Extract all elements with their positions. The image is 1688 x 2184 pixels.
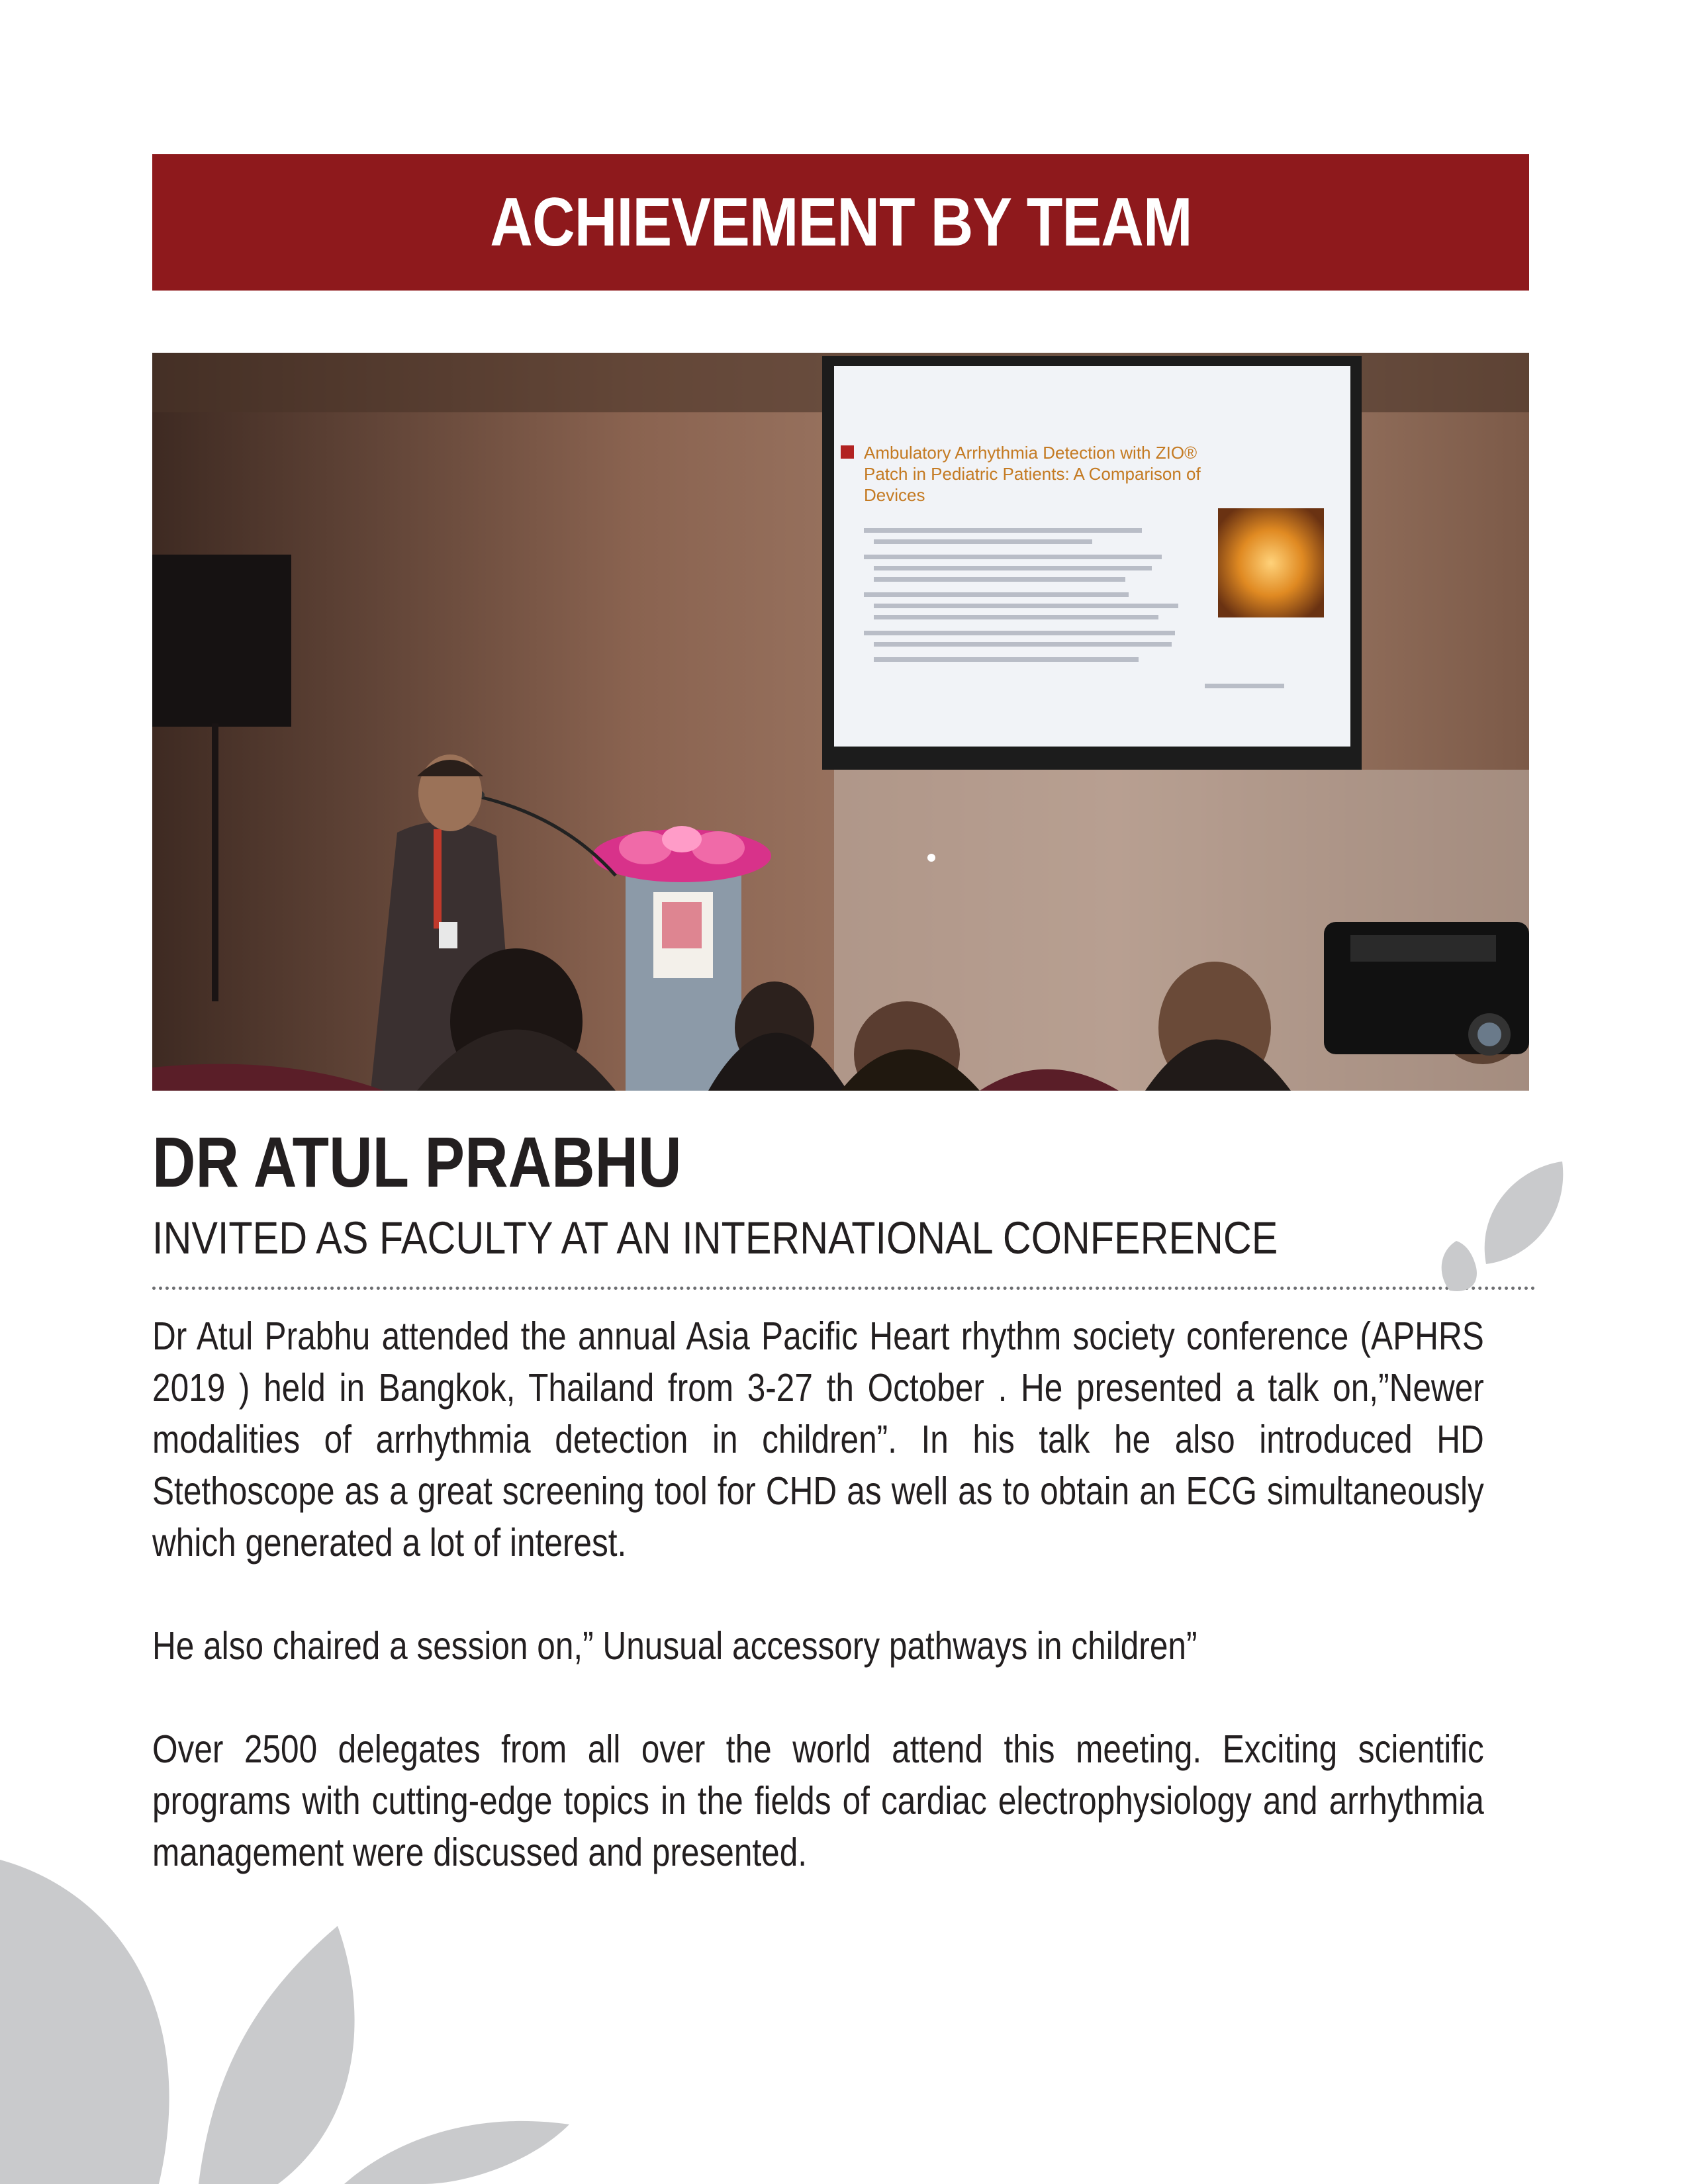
dotted-divider bbox=[152, 1287, 1536, 1290]
slide-title-line3: Devices bbox=[864, 485, 925, 505]
leaf-decoration-top-right-icon bbox=[1436, 1158, 1575, 1304]
article-subtitle: INVITED AS FACULTY AT AN INTERNATIONAL CONFERENCE bbox=[152, 1212, 1278, 1263]
section-title: ACHIEVEMENT BY TEAM bbox=[489, 183, 1192, 261]
article-paragraph: He also chaired a session on,” Unusual accessory pathways in children” bbox=[152, 1624, 1197, 1668]
conference-photo bbox=[152, 353, 1529, 1091]
article-paragraph: Over 2500 delegates from all over the world attend this meeting. Exciting scientific programs with cutting-edge topics in the fields of cardiac electrophysiology and arrhythmia management were discussed and presented. bbox=[152, 1727, 1484, 1874]
conference-photo-illustration bbox=[152, 353, 1529, 1091]
slide-title-line2: Patch in Pediatric Patients: A Comparison of bbox=[864, 464, 1201, 484]
article-paragraph: Dr Atul Prabhu attended the annual Asia Pacific Heart rhythm society conference (APHRS 2019 ) held in Bangkok, Thailand from 3-27 th October . He presented a talk on,”Newer modalities of arrhythmia detection in children”. In his talk he also introduced HD Stethoscope as a great screening tool for CHD as well as to obtain an ECG simultaneously which generated a lot of interest. bbox=[152, 1314, 1484, 1565]
article-name: DR ATUL PRABHU bbox=[152, 1122, 682, 1202]
article-body bbox=[152, 1310, 1484, 1930]
slide-title-line1: Ambulatory Arrhythmia Detection with ZIO® bbox=[864, 443, 1197, 463]
section-banner bbox=[152, 154, 1529, 291]
leaf-decoration-bottom-left-icon bbox=[0, 1846, 596, 2184]
